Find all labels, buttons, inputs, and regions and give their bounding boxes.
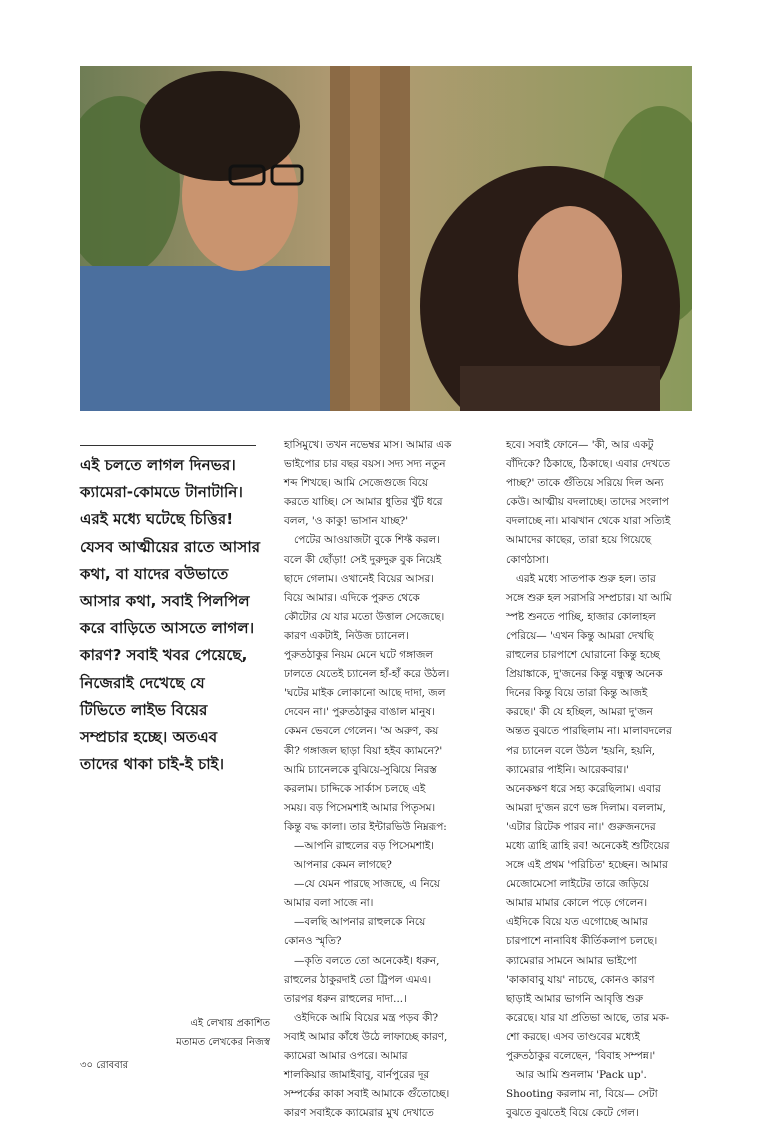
couple-photo — [80, 66, 692, 411]
text-line: কারণ একটাই, নিউজ চ্যানেল। — [284, 629, 409, 642]
text-line: সবাই আমার কাঁধে উঠে লাফাচ্ছে কারণ, — [284, 1030, 448, 1043]
text-line: —বলছি আপনার রাহুলকে নিয়ে — [294, 916, 426, 929]
text-line: বিয়ে আমার। এদিকে পুরুত থেকে — [284, 591, 420, 604]
text-line: করলাম। চাদ্দিকে সার্কাস চলছে এই — [284, 782, 426, 795]
pull-quote-line: কথা, বা যাদের বউভাতে — [80, 564, 229, 583]
text-line: আপনার কেমন লাগছে? — [294, 859, 392, 872]
text-line: হবে। সবাই ফোনে— 'কী, আর একটু — [506, 439, 654, 451]
pull-quote-line: তাদের থাকা চাই-ই চাই। — [80, 755, 225, 774]
text-line: দিনের কিন্তু বিয়ে তারা কিন্তু আজই — [506, 687, 648, 700]
text-line: দেবেন না।' পুরুতঠাকুর বাঙাল মানুষ। — [284, 706, 435, 719]
pull-quote-line: কারণ? সবাই খবর পেয়েছে, — [80, 646, 248, 665]
pull-quote-line: টিভিতে লাইভ বিয়ের — [80, 700, 208, 719]
text-line: আর আমি শুনলাম 'Pack up'. — [516, 1069, 647, 1082]
text-line: স্পষ্ট শুনতে পাচ্ছি, হাজার কোলাহল — [506, 610, 656, 623]
pull-quote-line: ক্যামেরা-কোমডে টানাটানি। — [80, 483, 243, 502]
text-line: শো করছে। এসব তাণ্ডবের মধ্যেই — [506, 1030, 640, 1043]
pull-quote-line: আসার কথা, সবাই পিলপিল — [80, 592, 250, 611]
couple-photo-art — [80, 66, 692, 411]
text-line: ছাদে গেলাম। ওখানেই বিয়ের আসর। — [284, 572, 434, 585]
text-line: পুরুতঠাকুর বলেছেন, 'বিবাহ সম্পন্ন।' — [506, 1050, 656, 1062]
text-line: ঢালতে যেতেই চ্যানেল হাঁ-হাঁ করে উঠল। — [284, 668, 450, 681]
text-line: সঙ্গে এই প্রথম 'পরিচিত' হচ্ছেন। আমার — [506, 859, 668, 872]
pull-quote-line: করে বাড়িতে আসতে লাগল। — [80, 619, 255, 638]
text-line: আমরা দু'জন রণে ভঙ্গ দিলাম। বললাম, — [506, 801, 666, 814]
text-line: শালকিয়ার জামাইবাবু, বার্নপুরের দূর — [284, 1069, 430, 1082]
pull-quote-line: যেসব আত্মীয়ের রাতে আসার — [80, 537, 261, 556]
text-line: কারণ সবাইকে ক্যামেরার মুখ দেখাতে — [284, 1107, 434, 1120]
text-line: এরই মধ্যে সাতপাক শুরু হল। তার — [516, 572, 656, 585]
text-line: —কৃতি বলতে তো অনেকেই। ধরুন, — [294, 954, 440, 967]
text-line: সময়। বড় পিসেমশাই আমার পিতৃসম। — [284, 801, 436, 814]
pull-quote-line: নিজেরাই দেখেছে যে — [80, 673, 205, 692]
text-line: করেছে। যার যা প্রতিভা আছে, তার মক- — [506, 1011, 670, 1024]
disclaimer-note — [150, 1014, 270, 1052]
text-line: মেজোমেসো লাইটের তারে জড়িয়ে — [506, 878, 649, 891]
text-line: পেরিয়ে— 'এখন কিন্তু আমরা দেখছি — [506, 629, 654, 642]
text-line: কৌটোর যে যার মতো উত্তাল সেজেছে। — [284, 610, 445, 623]
text-line: মধ্যে ত্রাহি ত্রাহি রব! অনেকেই শুটিংয়ের — [506, 839, 670, 852]
text-line: কেউ। আত্মীয় বদলাচ্ছে। তাদের সংলাপ — [506, 496, 669, 509]
text-line: কোনও স্মৃতি? — [284, 935, 342, 948]
text-line: ক্যামেরার সামনে আমার ভাইপো — [506, 954, 637, 967]
text-line: এইদিকে বিয়ে যত এগোচ্ছে আমার — [506, 916, 648, 929]
text-line: ক্যামেরা আমার ওপরে। আমার — [284, 1050, 408, 1062]
pull-quote-line: এই চলতে লাগল দিনভর। — [80, 456, 236, 474]
text-line: সম্পর্কের কাকা সবাই আমাকে গুঁতোচ্ছে। — [284, 1088, 450, 1101]
text-line: সঙ্গে শুরু হল সরাসরি সম্প্রচার। যা আমি — [506, 591, 672, 604]
text-line: পর চ্যানেল বলে উঠল 'হয়নি, হয়নি, — [506, 744, 656, 757]
text-line: প্রিয়াঙ্কাকে, দু'জনের কিন্তু বন্ধুত্ব অনেক — [506, 668, 663, 681]
text-line: পেটের আওয়াজটা বুকে শিফ্ট করল। — [294, 534, 440, 547]
article-column-2 — [506, 436, 692, 1123]
text-line: 'এটার রিটেক পারব না।' গুরুজনদের — [506, 820, 656, 833]
text-line: ওইদিকে আমি বিয়ের মন্ত্র পড়ব কী? — [294, 1011, 439, 1024]
text-line: বুঝতে বুঝতেই বিয়ে কেটে গেল। — [506, 1107, 639, 1120]
text-line: আমার বলা সাজে না। — [284, 897, 374, 910]
text-line: কোণঠাসা। — [506, 553, 549, 566]
text-line: বদলাচ্ছে না। মাঝখান থেকে যারা সত্যিই — [506, 515, 671, 528]
pull-quote — [80, 452, 264, 778]
text-line: অনেকক্ষণ ধরে সহ্য করেছিলাম। এবার — [506, 782, 661, 795]
text-line: ক্যামেরার পাইনি। আরেকবার।' — [506, 763, 630, 776]
text-line: Shooting করলাম না, বিয়ে— সেটা — [506, 1088, 658, 1101]
text-line: আমার মামার কোলে পড়ে গেলেন। — [506, 897, 648, 910]
text-line: করছে।' কী যে হচ্ছিল, আমরা দু'জন — [506, 706, 653, 719]
pull-quote-line: এরই মধ্যে ঘটেছে চিত্তির! — [80, 510, 234, 529]
text-line: ছাড়াই আমার ভাগনি আবৃত্তি শুরু — [506, 992, 643, 1005]
text-line: আমি চ্যানেলকে বুঝিয়ে-সুঝিয়ে নিরস্ত — [284, 763, 437, 776]
text-line: রাহুলের ঠাকুরদাই তো ট্রিপল এমএ। — [284, 973, 432, 986]
text-line: পাচ্ছ?' তাকে গুঁতিয়ে সরিয়ে দিল অন্য — [506, 477, 664, 490]
article-column-1 — [284, 436, 500, 1123]
divider-rule — [80, 445, 256, 446]
page-folio: ৩০ রোববার — [80, 1060, 129, 1071]
text-line: —যে যেমন পারছে সাজছে, এ নিয়ে — [294, 878, 440, 891]
text-line: ভাইপোর চার বছর বয়স। সদ্য সদ্য নতুন — [284, 458, 446, 471]
text-line: কী? গঙ্গাজল ছাড়া বিয়া হইব ক্যামনে?' — [284, 744, 443, 757]
text-line: বাঁদিকে? ঠিকাছে, ঠিকাছে। এবার দেখতে — [506, 458, 670, 471]
text-line: 'ঘটের মাইক লোকানো আছে দাদা, জল — [284, 687, 446, 700]
text-line: কেমন ভেবলে গেলেন। 'অ অরুণ, কয় — [284, 725, 439, 738]
text-line: হাসিমুখে। তখন নভেম্বর মাস। আমার এক — [284, 439, 452, 451]
text-line: কিন্তু বদ্ধ কালা। তার ইন্টারভিউ নিম্নরূপ: — [284, 820, 447, 833]
disclaimer-line: মতামত লেখকের নিজস্ব — [176, 1037, 270, 1048]
text-line: রাহুলের চারপাশে ঘোরানো কিন্তু হচ্ছে — [506, 649, 660, 662]
text-line: অন্তত বুঝতে পারছিলাম না। মালাবদলের — [506, 725, 672, 738]
text-line: তারপর ধরুন রাহুলের দাদা...। — [284, 992, 407, 1005]
text-line: শব্দ শিখছে। আমি সেজেগুজে বিয়ে — [284, 477, 428, 490]
pull-quote-line: সম্প্রচার হচ্ছে। অতএব — [80, 728, 218, 747]
text-line: বলল, 'ও কাকু! ভাসান যাচ্ছ?' — [284, 515, 409, 528]
text-line: —আপনি রাহুলের বড় পিসেমশাই। — [294, 839, 434, 852]
text-line: চারপাশে নানাবিধ কীর্তিকলাপ চলছে। — [506, 935, 658, 948]
disclaimer-line: এই লেখায় প্রকাশিত — [190, 1018, 270, 1029]
text-line: বলে কী ছোঁড়া! সেই দুরুদুরু বুক নিয়েই — [284, 553, 442, 566]
text-line: 'কাকাবাবু যায়' নাচছে, কোনও কারণ — [506, 973, 655, 986]
text-line: আমাদের কাছের, তারা হয়ে গিয়েছে — [506, 534, 652, 547]
text-line: পুরুতঠাকুর নিয়ম মেনে ঘটে গঙ্গাজল — [284, 649, 434, 662]
text-line: করতে যাচ্ছি। সে আমার ধুতির খুঁট ধরে — [284, 496, 443, 509]
